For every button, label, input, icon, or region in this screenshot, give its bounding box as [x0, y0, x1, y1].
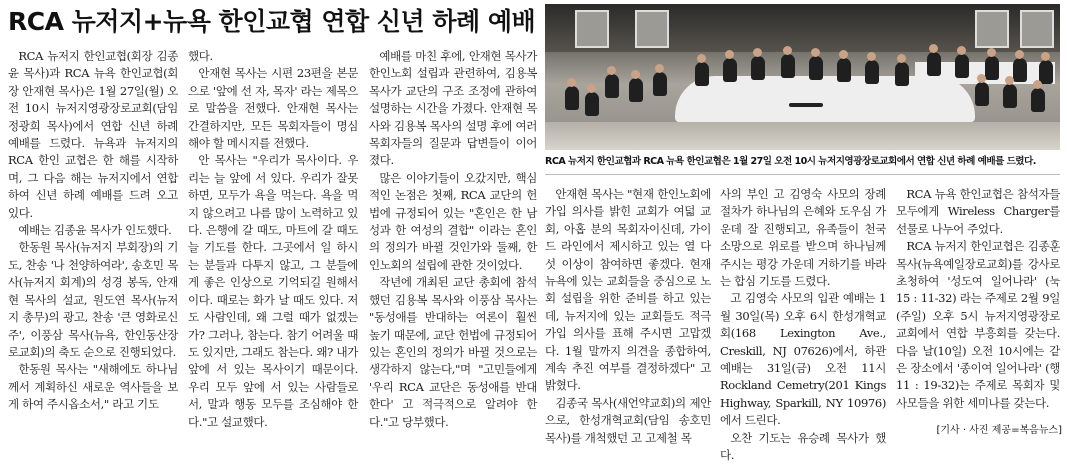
paragraph: 김종국 목사(새언약교회)의 제안으로, 한성개혁교회(담임 송호민 목사)를 개척했던 고 고제철 목: [545, 395, 711, 445]
photo-person: [1039, 60, 1053, 84]
article-column-6: [896, 186, 1060, 438]
photo-person: [723, 58, 737, 82]
photo-person: [565, 86, 579, 110]
photo-person-head: [725, 50, 734, 59]
photo-person-head: [1033, 80, 1042, 89]
divider: [545, 174, 1060, 175]
photo-window: [1020, 10, 1054, 48]
photo-caption: RCA 뉴저지 한인교협과 RCA 뉴욕 한인교협은 1월 27일 오전 10시 뉴저지영광장로교회에서 연합 신년 하례 예배를 드렸다.: [545, 156, 1036, 167]
photo-person-head: [977, 74, 986, 83]
photo-person-head: [753, 48, 762, 57]
photo-person-head: [811, 48, 820, 57]
paragraph: 많은 이야기들이 오갔지만, 핵심적인 논점은 첫째, RCA 교단의 헌법에 규정되어 있는 "혼인은 한 남성과 한 여성의 결합" 이라는 혼인의 정의가 바뀔 것인가와 둘째, 한인노회의 설립에 관한 것이었다.: [369, 170, 537, 272]
article-headline: RCA 뉴저지+뉴욕 한인교협 연합 신년 하례 예배: [8, 7, 536, 36]
paragraph: 안재현 목사는 시편 23편을 본문으로 '앞에 선 자, 목자' 라는 제목으로 말씀을 전했다. 안재현 목사는 간결하지만, 모든 목회자들이 명심해야 할 메시지를 전했다.: [188, 66, 358, 151]
photo-person-head: [1041, 52, 1050, 61]
photo-person: [865, 60, 879, 84]
article-column-1: [8, 48, 178, 438]
photo-person-head: [697, 54, 706, 63]
paragraph: 예배를 마친 후에, 안재현 목사가 한인노회 설립과 관련하여, 김용복 목사가 교단의 구조 조정에 관하여 설명하는 시간을 가졌다. 안재현 목사와 김용복 목사의 설명 후에 여러 목회자들의 질문과 답변들이 이어졌다.: [369, 49, 537, 168]
photo-person: [955, 54, 969, 78]
photo-person-head: [655, 64, 664, 73]
article-column-3: [369, 48, 537, 438]
photo-person: [695, 62, 709, 86]
photo-person: [837, 58, 851, 82]
photo-person-head: [607, 66, 616, 75]
photo-person-head: [929, 44, 938, 53]
photo-person-head: [839, 50, 848, 59]
paragraph: 작년에 개최된 교단 총회에 참석했던 김용복 목사와 이풍삼 목사는 "동성애를 반대하는 여론이 훨씬 높기 때문에, 교단 헌법에 규정되어 있는 혼인의 정의가 바뀔 것으로는 생각하지 않는다,"며 "고민들에게 '우리 RCA 교단은 동성애를 반대한다' 고 적극적으로 알려야 한다."고 당부했다.: [369, 275, 537, 429]
paragraph: 한동원 목사(뉴저지 부회장)의 기도, 찬송 '나 천양하여라', 송호민 목사(뉴저지 회계)의 성경 봉독, 안재현 목사의 설교, 원도연 목사(뉴저지 총무)의 광고, 찬송 '큰 영화로신 주', 이풍삼 목사(뉴욕, 한인동산장로교회)의 축도 순으로 진행되었다.: [8, 240, 178, 359]
paragraph: 안재현 목사는 "현재 한인노회에 가입 의사를 밝힌 교회가 여덟 교회, 아홉 분의 목회자이신데, 가이드 라인에서 제시하고 있는 열 다섯 이상이 참여하면 좋겠다. 현재 뉴욕에 있는 교회들을 중심으로 노회 설립을 위한 준비를 하고 있는데, 뉴저지에 있는 교회들도 적극 가입 의사를 표해 주시면 고맙겠다. 1월 말까지 의견을 종합하여, 계속 추진 여부를 결정하겠다" 고 밝혔다.: [545, 187, 711, 393]
paragraph: 했다.: [188, 49, 213, 63]
photo-person-head: [587, 84, 596, 93]
photo-person-head: [1005, 76, 1014, 85]
photo-person: [751, 56, 765, 80]
paragraph: 한동원 목사는 "새해에도 하나님께서 계획하신 새로운 역사들을 보게 하여 주시옵소서," 라고 기도: [8, 362, 178, 412]
article-credit: [기사 · 사진 제공=복음뉴스]: [936, 425, 1062, 436]
paragraph: RCA 뉴저지 한인교협(회장 김종윤 목사)과 RCA 뉴욕 한인교협(회장 안재현 목사)은 1월 27일(월) 오전 10시 뉴저지영광장로교회(담임 정광희 목사)에서 연합 신년 하례 예배를 드렸다. 뉴욕과 뉴저지의 RCA 한인 교협은 한 해를 시작하며, 그 다음 해는 뉴저지에서 연합하여 신년 하례 예배를 드려 오고 있다.: [8, 49, 178, 220]
paragraph: 예배는 김종윤 목사가 인도했다.: [18, 223, 172, 238]
photo-person: [1013, 58, 1027, 82]
photo-person-head: [957, 46, 966, 55]
photo-person-head: [567, 78, 576, 87]
photo-window: [975, 10, 1009, 48]
photo-person: [629, 78, 643, 102]
photo-person: [895, 62, 909, 86]
photo-microphone: [789, 103, 823, 107]
photo-person-head: [1015, 50, 1024, 59]
photo-person: [975, 82, 989, 106]
photo-person: [781, 54, 795, 78]
photo-person-head: [897, 54, 906, 63]
photo-window: [635, 10, 669, 48]
photo-person: [1003, 84, 1017, 108]
photo-person-head: [867, 52, 876, 61]
paragraph: 안 목사는 "우리가 목사이다. 우리는 늘 앞에 서 있다. 우리가 잘못하면, 모두가 욕을 먹는다. 욕을 먹지 않으려고 나름 많이 노력하고 있다. 은행에 갈 때도, 마트에 갈 때도 늘 기도를 한다. 그곳에서 일 하시는 분들과 다투지 않고, 그 분들에게 좋은 인상으로 기억되길 원해서이다. 때로는 화가 날 때도 있다. 저도 사람인데, 왜 그럴 때가 없겠는가? 그러나, 참는다. 참기 어려울 때도 있지만, 그래도 참는다. 왜? 내가 앞에 서 있는 목사이기 때문이다. 우리 모두 앞에 서 있는 사람들로서, 말과 행동 모두를 조심해야 한다."고 설교했다.: [188, 153, 358, 429]
paragraph: RCA 뉴욕 한인교협은 참석자들 모두에게 Wireless Charger를 선물로 나누어 주었다.: [896, 187, 1060, 236]
article-column-5: [720, 186, 886, 463]
article-column-2: [188, 48, 358, 438]
photo-person-head: [783, 46, 792, 55]
paragraph: 사의 부인 고 김영숙 사모의 장례 절차가 하나님의 은혜와 도우심 가운데 잘 진행되고, 유족들이 천국 소망으로 위로를 받으며 하나님께 주시는 평강 가운데 거하기를 바라는 합심 기도를 드렸다.: [720, 187, 886, 289]
paragraph: 고 김영숙 사모의 입관 예배는 1월 30일(목) 오후 6시 한성개혁교회(168 Lexington Ave., Creskill, NJ 07626)에서, 하관 예배는 31일(금) 오전 11시 Rockland Cemetry(201 Kings Highway, Sparkill, NY 10976)에서 드린다.: [720, 291, 886, 428]
article-column-4: [545, 186, 711, 445]
photo-person-head: [987, 48, 996, 57]
paragraph: 오찬 기도는 유승례 목사가 했다.: [720, 430, 886, 463]
photo-person-head: [631, 70, 640, 79]
photo-person: [653, 72, 667, 96]
photo-person: [605, 74, 619, 98]
photo-person: [809, 56, 823, 80]
photo-window: [575, 10, 609, 48]
event-photo: [545, 4, 1060, 150]
photo-person: [985, 56, 999, 80]
photo-floor: [545, 122, 1060, 150]
photo-person: [585, 92, 599, 116]
photo-person: [1031, 88, 1045, 112]
paragraph: RCA 뉴저지 한인교협은 김종훈 목사(뉴욕예일장로교회)를 강사로 초청하여 '성도여 일어나라' (눅 15 : 11-32) 라는 주제로 2월 9일(주일) 오후 5시 뉴저지영광장로교회에서 연합 부흥회를 갖는다. 다음 날(10일) 오전 10시에는 같은 장소에서 '종이여 일어나라' (행 11 : 19-32)는 주제로 목회자 및 사모들을 위한 세미나를 갖는다.: [896, 239, 1060, 410]
photo-person: [927, 52, 941, 76]
